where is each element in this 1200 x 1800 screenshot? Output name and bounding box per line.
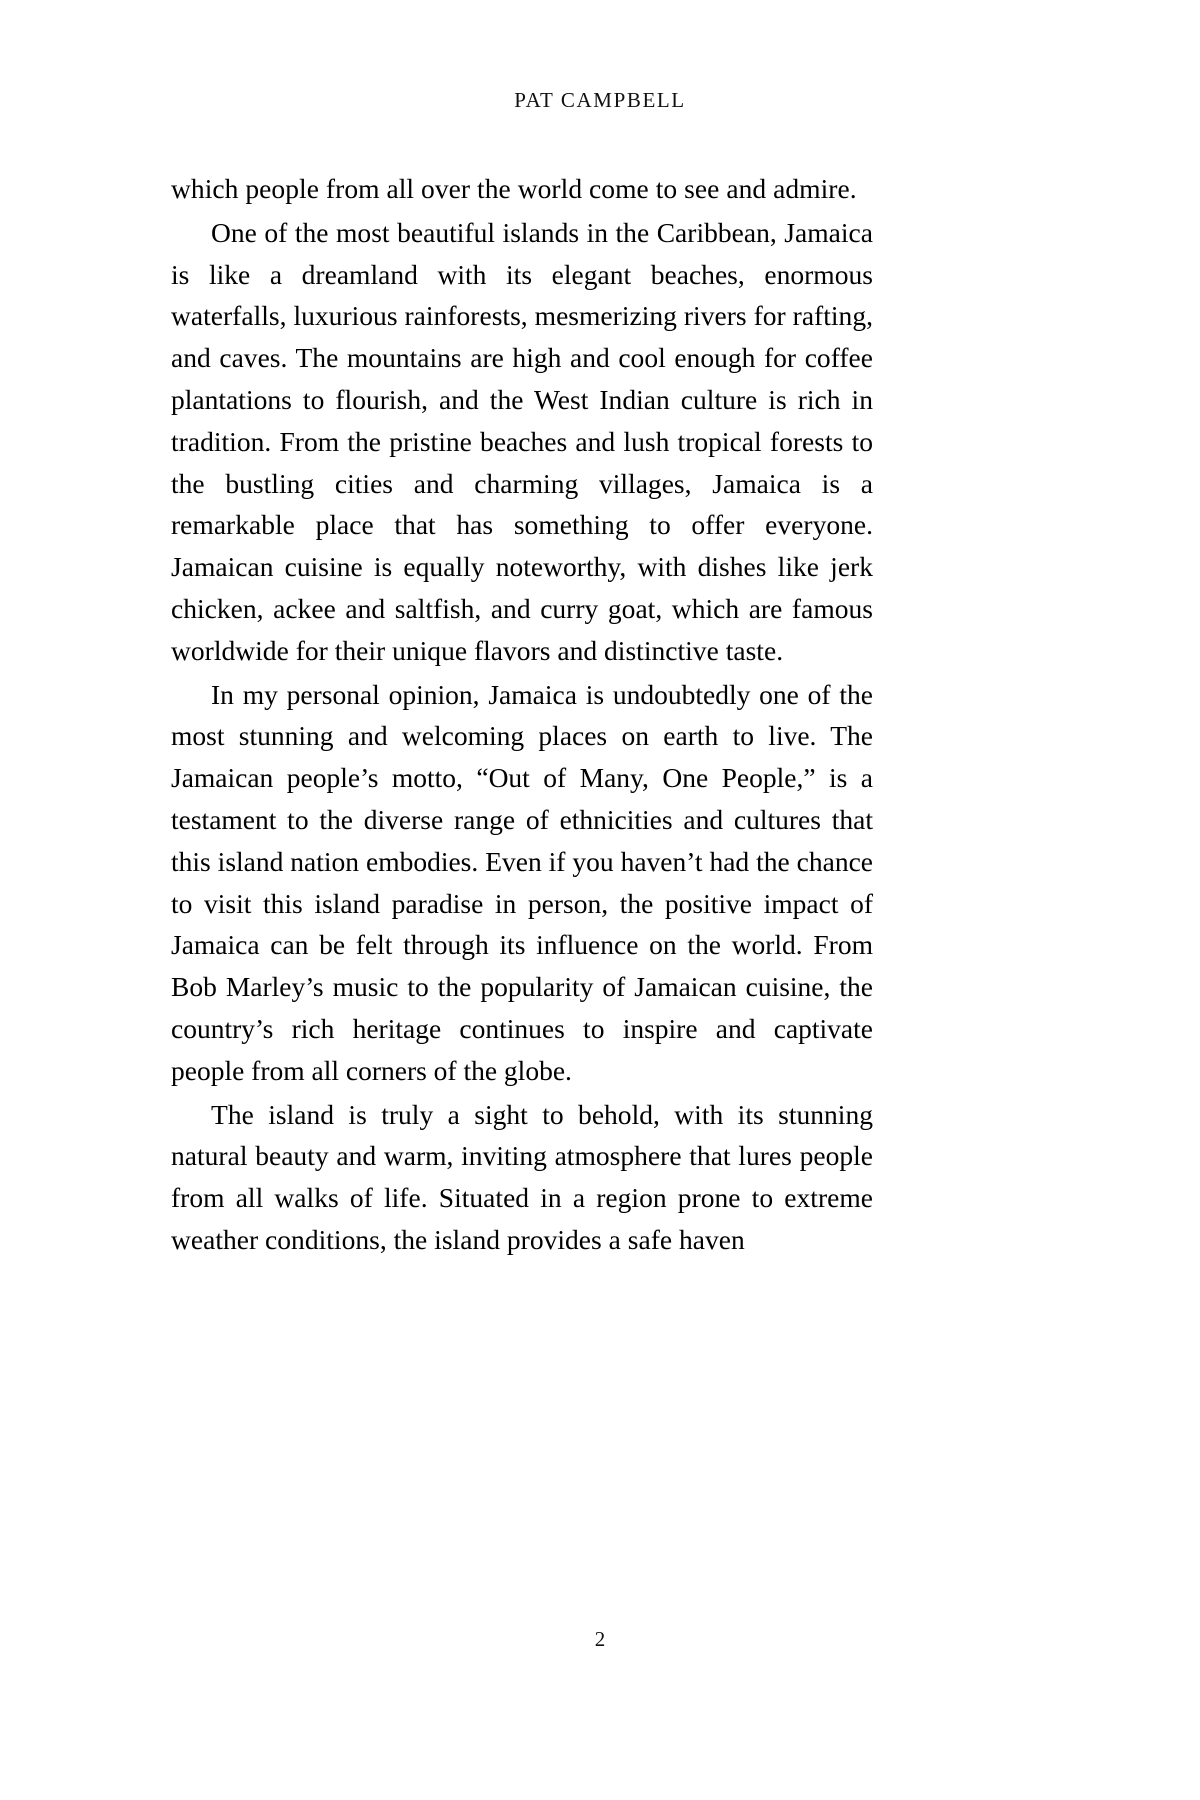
paragraph-sight: The island is truly a sight to behold, with its stunning natural beauty and warm, inviting atmosphere that lures people from all walks of life. Situated in a region prone to extreme weather conditions, the island provides a safe haven xyxy=(171,1098,873,1255)
running-head: PAT CAMPBELL xyxy=(514,88,686,112)
paragraph-opinion: In my personal opinion, Jamaica is undoubtedly one of the most stunning and welcoming places on earth to live. The Jamaican people’s motto, “Out of Many, One People,” is a testament to the diverse range of ethnicities and cultures that this island nation embodies. Even if you haven’t had the chance to visit this island paradise in person, the positive impact of Jamaica can be felt through its influence on the world. From Bob Marley’s music to the popularity of Jamaican cuisine, the country’s rich heritage continues to inspire and captivate people from all corners of the globe. xyxy=(171,678,873,1086)
page-number: 2 xyxy=(594,1627,606,1651)
body-text-block xyxy=(171,168,873,1261)
paragraph-islands: One of the most beautiful islands in the Caribbean, Jamaica is like a dreamland with its elegant beaches, enormous waterfalls, luxurious rainforests, mesmerizing rivers for rafting, and caves. The mountains are high and cool enough for coffee plantations to flourish, and the West Indian culture is rich in tradition. From the pristine beaches and lush tropical forests to the bustling cities and charming villages, Jamaica is a remarkable place that has something to offer everyone. Jamaican cuisine is equally noteworthy, with dishes like jerk chicken, ackee and saltfish, and curry goat, which are famous worldwide for their unique flavors and distinctive taste. xyxy=(171,216,873,666)
paragraph-continuation: which people from all over the world come to see and admire. xyxy=(171,173,857,204)
